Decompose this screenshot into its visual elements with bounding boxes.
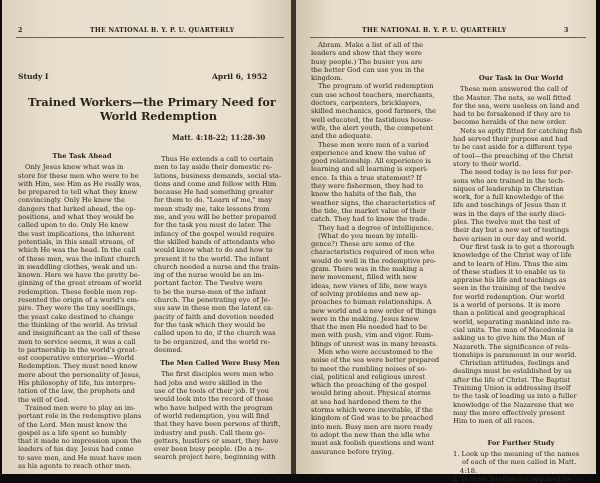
text-line: for the task which they would be bbox=[154, 320, 266, 329]
text-line: His philosophy of life, his interpre- bbox=[18, 379, 136, 388]
text-line: tions and come and follow with Him bbox=[154, 179, 277, 188]
text-line: they were fishermen, they had to bbox=[311, 182, 424, 191]
text-line: use of the tools of their job. If you bbox=[154, 387, 269, 396]
text-line: the better God can use you in the bbox=[311, 65, 425, 74]
text-line: niques of leadership in Christian bbox=[453, 184, 564, 193]
text-line: mean study me, take lessons from bbox=[154, 204, 270, 213]
text-line: would do well in the redemptive pro- bbox=[311, 256, 437, 265]
text-line: because He had something greater bbox=[154, 188, 274, 197]
text-line: was in the days of the early disci- bbox=[453, 209, 567, 218]
text-line: doctors, carpenters, bricklayers, bbox=[311, 99, 422, 108]
text-line: The need today is no less for per- bbox=[460, 168, 574, 177]
section-heading: Our Task in Our World bbox=[478, 74, 564, 82]
text-line: men to lay aside their domestic re- bbox=[154, 163, 273, 172]
text-line: in swaddling clothes, weak and un- bbox=[18, 262, 138, 271]
text-line: had to be forsakened if they are to bbox=[453, 110, 571, 119]
text-line: than a political and geographical bbox=[453, 309, 565, 318]
text-line: dealings must be established by us bbox=[453, 367, 572, 376]
text-line: work, for a full knowledge of the bbox=[453, 193, 564, 202]
text-line: the thinking of the world. As trivial bbox=[18, 320, 138, 329]
left-header-rule bbox=[16, 37, 284, 38]
text-line: ever been busy people. (Do a re- bbox=[154, 445, 265, 454]
left-page bbox=[2, 0, 292, 474]
text-line: Men who were accustomed to the bbox=[318, 347, 433, 356]
text-line: of the Lord. Men must know the bbox=[18, 420, 128, 429]
text-line: lations, business demands, social sta- bbox=[154, 171, 282, 180]
text-line: of tool—the preaching of the Christ bbox=[453, 151, 574, 160]
text-line: life and teachings of Jesus than it bbox=[453, 201, 567, 210]
text-line: Abram. Make a list of all of the bbox=[318, 41, 424, 49]
text-line: for them to do. "Learn of me," may bbox=[154, 196, 272, 205]
text-line: well educated, the fastidious house- bbox=[311, 115, 433, 124]
text-line: and insignificant as the call of these bbox=[18, 329, 141, 338]
text-line: deemed. bbox=[154, 345, 183, 354]
text-line: can use school teachers, merchants, bbox=[311, 90, 435, 99]
right-column-1 bbox=[311, 41, 445, 456]
text-line: which He was the head. In the call bbox=[18, 246, 136, 255]
text-line: for world redemption. Our world bbox=[453, 292, 565, 301]
text-line: wife, the alert youth, the competent bbox=[311, 123, 434, 132]
text-line: blings of unrest was in many breasts. bbox=[311, 339, 438, 348]
left-running-head: THE NATIONAL B. Y. P. U. QUARTERLY bbox=[90, 27, 235, 34]
text-line: me, and you will be better prepared bbox=[154, 213, 277, 222]
text-line: would bring about. Physical storms bbox=[311, 389, 431, 398]
text-line: The first disciples were men who bbox=[161, 370, 274, 379]
study-date: April 6, 1952 bbox=[212, 72, 268, 81]
text-line: asking us to give him the Man of bbox=[453, 334, 565, 343]
text-line: to be cast aside for a different type bbox=[453, 143, 573, 152]
text-line: 2. Is more intelligence required to- bbox=[453, 474, 572, 483]
text-line: may the more effectively present bbox=[453, 408, 565, 417]
text-line: of solving problems and new ap- bbox=[311, 289, 421, 298]
text-line: Christian attitudes, feelings and bbox=[460, 359, 570, 368]
text-line: cial, political and religious unrest bbox=[311, 372, 426, 381]
text-line: kingdom of God was to be preached bbox=[311, 414, 434, 423]
text-line: known. Here we have the pretty be- bbox=[18, 271, 140, 280]
right-page-number: 3 bbox=[564, 27, 569, 34]
text-line: ples. The twelve met the test of bbox=[453, 218, 560, 227]
text-line: had jobs and were skilled in the bbox=[154, 378, 263, 387]
text-line: be prepared to tell what they knew bbox=[18, 188, 138, 197]
text-line: sus saw in these men the latent ca- bbox=[154, 304, 274, 313]
text-line: men with push, vim and vigor. Rum- bbox=[311, 331, 434, 340]
text-line: become heralds of the new order. bbox=[453, 118, 567, 127]
text-line: the Master. The nets, so well fitted bbox=[453, 93, 571, 102]
text-line: positions, and what they would be bbox=[18, 213, 134, 222]
text-line: infancy of the gospel would require bbox=[154, 229, 275, 238]
text-line: 1. Look up the meaning of the names bbox=[453, 450, 580, 459]
text-line: Training Union is addressing itself bbox=[453, 383, 571, 392]
text-line: good relationship. All experience is bbox=[311, 157, 431, 166]
text-line: leaders of his day. Jesus had come bbox=[18, 445, 134, 454]
text-line: knowledge of the Christ way of life bbox=[453, 251, 572, 260]
text-line: had served their purpose and had bbox=[453, 135, 568, 144]
text-line: Only Jesus knew what was in bbox=[25, 163, 124, 172]
text-line: characteristics required of men who bbox=[311, 248, 435, 257]
text-line: that it made no impression upon the bbox=[18, 437, 142, 446]
left-column-2 bbox=[154, 155, 286, 462]
right-page bbox=[296, 0, 596, 483]
text-line: dangers that lurked ahead, the op- bbox=[18, 204, 136, 213]
text-line: gospel as a life spent so humbly bbox=[18, 428, 127, 437]
text-line: the vast implications, the inherent bbox=[18, 229, 135, 238]
text-line: to meet the rumbling noises of so- bbox=[311, 364, 427, 373]
text-line: ence. Is this a true statement? If bbox=[311, 173, 422, 182]
text-line: The program of world redemption bbox=[318, 82, 434, 91]
left-page-number: 2 bbox=[18, 27, 23, 34]
text-line: Nazareth. The significance of rela- bbox=[453, 342, 571, 351]
text-line: ideas, new views of life, new ways bbox=[311, 281, 427, 290]
text-line: Trained men were to play an im- bbox=[25, 403, 136, 412]
text-line: present it to the world. The infant bbox=[154, 254, 270, 263]
text-line: of world redemption, you will find bbox=[154, 411, 270, 420]
text-line: industry and push. Call them go- bbox=[154, 428, 266, 437]
text-line: portant role in the redemptive plans bbox=[18, 412, 142, 421]
section-heading: The Task Ahead bbox=[52, 152, 112, 160]
text-line: would know what to do and how to bbox=[154, 246, 273, 255]
text-line: redemption. These feeble men rep- bbox=[18, 287, 137, 296]
text-line: the yeast cake destined to change bbox=[18, 312, 134, 321]
text-line: called upon to do. Only He knew bbox=[18, 221, 129, 230]
text-line: experience and knew the value of bbox=[311, 148, 426, 157]
study-label: Study I bbox=[18, 72, 49, 81]
text-line: Redemption. They must need know bbox=[18, 362, 138, 371]
section-heading: The Men Called Were Busy Men bbox=[160, 359, 280, 368]
text-line: into men. Busy men are more ready bbox=[311, 422, 433, 431]
text-line: and to learn of Him. Thus the aim bbox=[453, 259, 568, 268]
text-line: ing of the nurse would be an im- bbox=[154, 271, 265, 280]
text-line: men to service seems, it was a call bbox=[18, 337, 136, 346]
text-line: of these men, was the infant church bbox=[18, 254, 140, 263]
text-line: must ask foolish questions and want bbox=[311, 439, 435, 448]
text-line: their day but a new set of testings bbox=[453, 226, 569, 235]
text-line: convincingly. Only He knew the bbox=[18, 196, 125, 205]
text-line: world, separating mankind into ra- bbox=[453, 317, 572, 326]
text-line: to the task of leading us into a fuller bbox=[453, 392, 577, 401]
text-line: knowledge of the Nazarene that we bbox=[453, 400, 574, 409]
right-running-head: THE NATIONAL B. Y. P. U. QUARTERLY bbox=[362, 27, 507, 34]
text-line: store for these men who were to be bbox=[18, 171, 139, 180]
text-line: gram. There was in the making a bbox=[311, 265, 424, 274]
text-line: church. The penetrating eye of Je- bbox=[154, 296, 270, 305]
text-line: more about the personality of Jesus, bbox=[18, 370, 141, 379]
text-line: that the men He needed had to be bbox=[311, 323, 428, 332]
text-line: tionships is paramount in our world. bbox=[453, 350, 577, 359]
text-line: new movement, filled with new bbox=[311, 273, 417, 282]
text-line: would look into the record of those bbox=[154, 395, 273, 404]
text-line: at sea had hardened them to the bbox=[311, 397, 422, 406]
study-title-line-2: World Redemption bbox=[100, 109, 218, 123]
text-line: were in the making. Jesus knew bbox=[311, 314, 419, 323]
text-line: catch. They had to know the trade. bbox=[311, 215, 430, 224]
text-line: getters, hustlers or smart, they have bbox=[154, 436, 279, 445]
text-line: Nets so aptly fitted for catching fish bbox=[460, 126, 583, 135]
text-line: the skilled hands of attendants who bbox=[154, 237, 275, 246]
text-line: who have helped with the program bbox=[154, 403, 273, 412]
section-heading: For Further Study bbox=[487, 438, 555, 447]
text-line: the tide, the market value of their bbox=[311, 206, 427, 215]
text-line: that they have been persons of thrift, bbox=[154, 420, 281, 429]
text-line: seen in the training of the twelve bbox=[453, 284, 566, 293]
text-line: cial units. The man of Macedonia is bbox=[453, 325, 574, 334]
text-line: (What do you mean by intelli- bbox=[318, 231, 418, 240]
text-line: noise of the sea were better prepared bbox=[311, 356, 440, 365]
text-line: gence?) These are some of the bbox=[311, 240, 415, 249]
text-line: to be organized, and the world re- bbox=[154, 337, 270, 346]
text-line: story to their world. bbox=[453, 159, 521, 168]
study-title-line-1: Trained Workers—the Primary Need for bbox=[28, 95, 276, 109]
text-line: to be the nurse-men of the infant bbox=[154, 287, 267, 296]
text-line: church needed a nurse and the train- bbox=[154, 262, 281, 271]
text-line: which the preaching of the gospel bbox=[311, 381, 427, 390]
left-column-1 bbox=[18, 152, 146, 470]
text-line: have arisen in our day and world. bbox=[453, 234, 567, 243]
text-line: skilled mechanics, good farmers, the bbox=[311, 107, 437, 116]
text-line: search project here, beginning with bbox=[154, 453, 276, 462]
text-line: learning and all learning is experi- bbox=[311, 165, 429, 174]
text-line: Him to men of all races. bbox=[453, 417, 535, 426]
text-line: of these studies it to enable us to bbox=[453, 267, 566, 276]
text-line: kingdom. bbox=[311, 74, 343, 83]
text-line bbox=[453, 425, 589, 433]
text-line: leaders and show that they were bbox=[311, 49, 422, 58]
text-line: for the sea, were useless on land and bbox=[453, 101, 580, 110]
text-line: tation of the law, the prophets and bbox=[18, 387, 135, 396]
text-line: to partnership in the world's great- bbox=[18, 345, 138, 354]
text-line: assurance before trying. bbox=[311, 447, 395, 456]
text-line: portant factor. The Twelve were bbox=[154, 279, 263, 288]
right-column-2 bbox=[453, 74, 589, 483]
text-line: as his agents to reach other men. bbox=[18, 461, 132, 470]
scripture-reference: Matt. 4:18-22; 11:28-30 bbox=[172, 133, 266, 142]
text-line: and the adequate. bbox=[311, 132, 373, 141]
text-line: weather signs, the characteristics of bbox=[311, 198, 435, 207]
text-line: These men answered the call of bbox=[460, 85, 568, 94]
text-line: know the habits of the fish, the bbox=[311, 190, 417, 199]
text-line: ginning of the great stream of world bbox=[18, 279, 142, 288]
text-line: appraise his life and teachings as bbox=[453, 276, 567, 285]
text-line: pire. They were the tiny seedlings, bbox=[18, 304, 136, 313]
text-line: Thus He extends a call to certain bbox=[161, 155, 274, 163]
text-line: new world and a new order of things bbox=[311, 306, 437, 315]
text-line: to adopt the new than the idle who bbox=[311, 430, 430, 439]
text-line: Our first task is to get a thorough bbox=[460, 242, 575, 251]
text-line: the will of God. bbox=[18, 395, 70, 404]
text-line: called upon to do, if the church was bbox=[154, 329, 276, 338]
text-line: potentials, in this small stream, of bbox=[18, 237, 134, 246]
text-line: of each of the men called in Matt. bbox=[462, 458, 577, 467]
text-line: sons who are trained in the tech- bbox=[453, 176, 566, 185]
text-line: is a world of persons. It is more bbox=[453, 301, 561, 310]
text-line: storms which were inevitable, if the bbox=[311, 406, 433, 415]
text-line: est cooperative enterprise—World bbox=[18, 354, 134, 363]
text-line: after the life of Christ. The Baptist bbox=[453, 375, 571, 384]
text-line: They had a degree of intelligence. bbox=[318, 223, 434, 232]
text-line: pacity of faith and devotion needed bbox=[154, 312, 274, 321]
text-line: with Him, see Him as He really was, bbox=[18, 179, 142, 188]
text-line: for the task you must do later. The bbox=[154, 221, 271, 230]
text-line: to save men, and He must have men bbox=[18, 453, 142, 462]
text-line: resented the origin of a world's em- bbox=[18, 296, 140, 305]
text-line: proaches to human relationships. A bbox=[311, 298, 432, 307]
right-header-rule bbox=[310, 37, 586, 38]
text-line: busy people.) The busier you are bbox=[311, 57, 423, 66]
text-line: 4:18. bbox=[460, 466, 478, 475]
text-line: These men were men of a varied bbox=[318, 140, 429, 149]
